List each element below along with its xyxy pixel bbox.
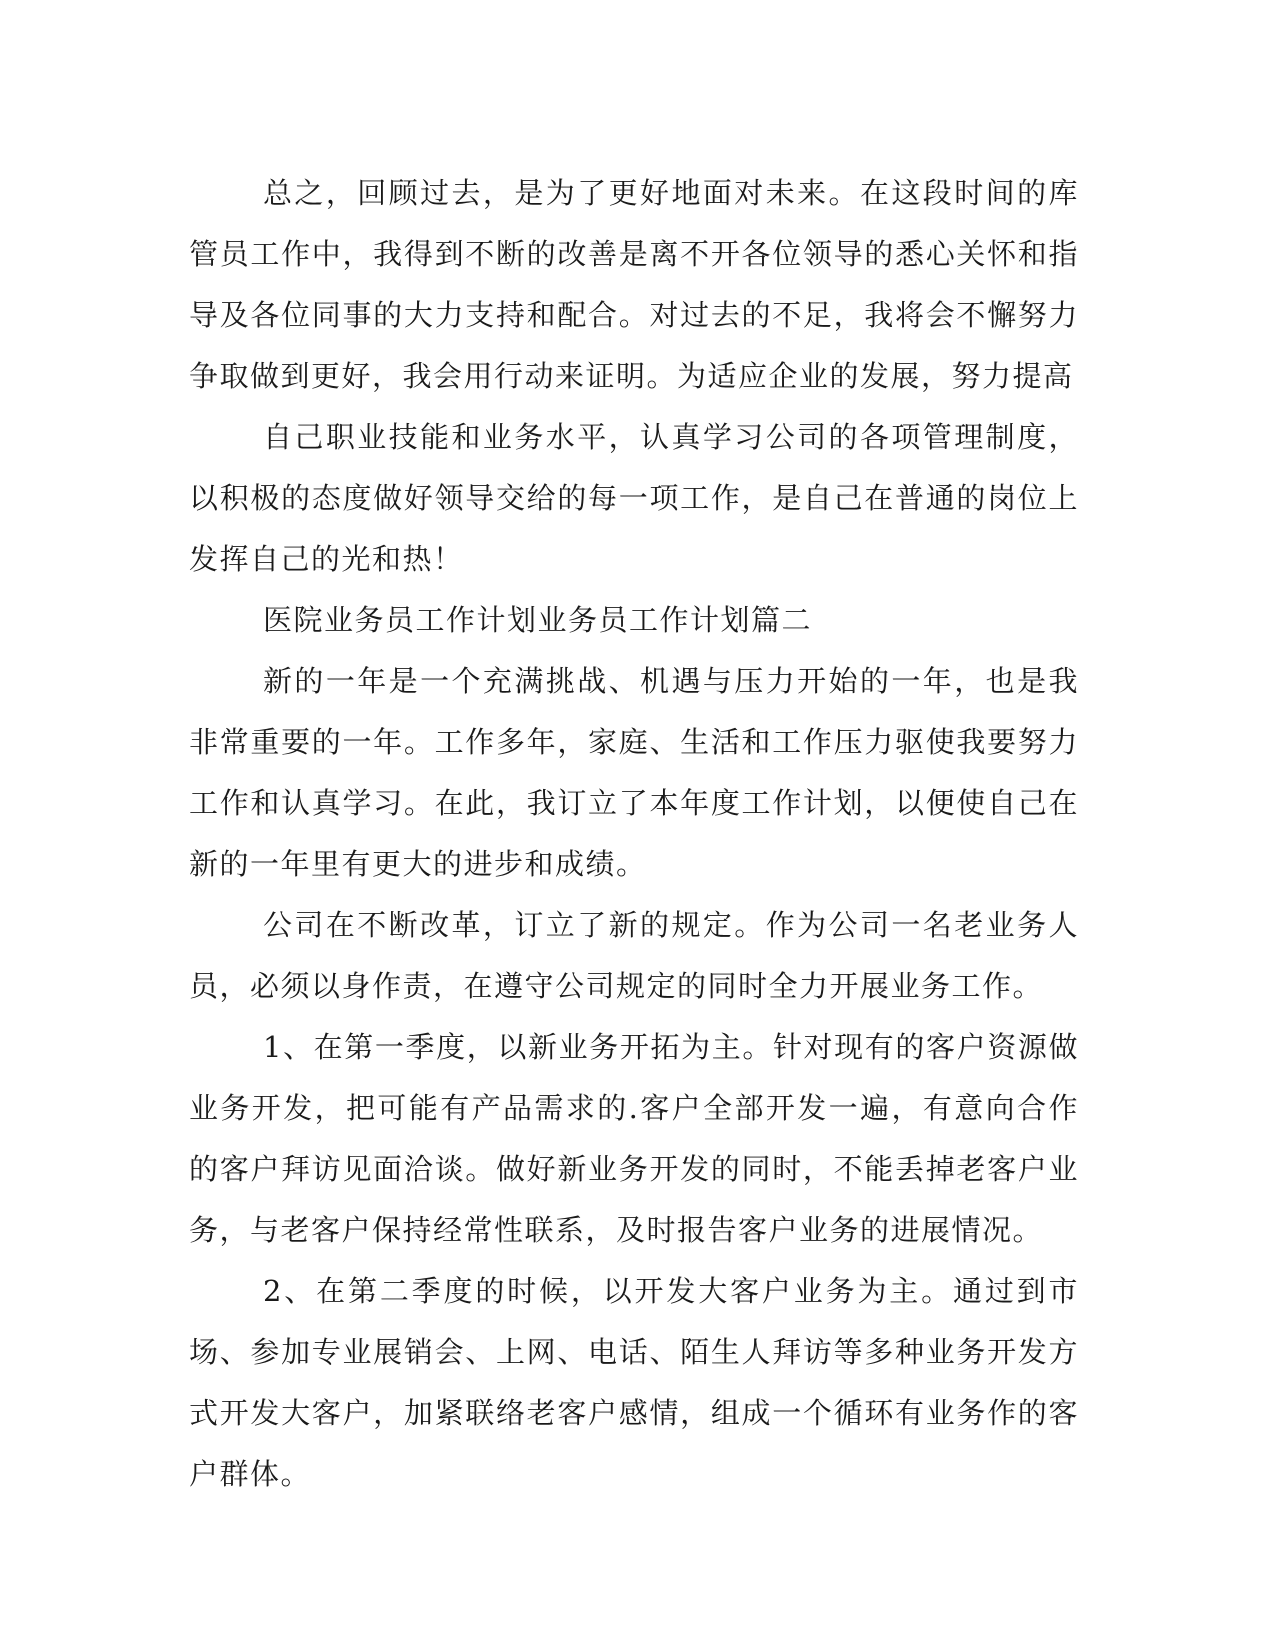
section-heading: 医院业务员工作计划业务员工作计划篇二	[263, 603, 813, 637]
paragraph-company-reform: 公司在不断改革，订立了新的规定。作为公司一名老业务人员，必须以身作责，在遵守公司规定的同时全力开展业务工作。	[189, 908, 1079, 1003]
document-body	[189, 163, 1079, 1505]
paragraph-new-year: 新的一年是一个充满挑战、机遇与压力开始的一年，也是我非常重要的一年。工作多年，家庭、生活和工作压力驱使我要努力工作和认真学习。在此，我订立了本年度工作计划，以便使自己在新的一年里有更大的进步和成绩。	[189, 664, 1079, 881]
paragraph-improve-skills: 自己职业技能和业务水平，认真学习公司的各项管理制度，以积极的态度做好领导交给的每一项工作，是自己在普通的岗位上发挥自己的光和热！	[189, 420, 1079, 576]
paragraph-first-quarter: 1、在第一季度，以新业务开拓为主。针对现有的客户资源做业务开发，把可能有产品需求的.客户全部开发一遍，有意向合作的客户拜访见面洽谈。做好新业务开发的同时，不能丢掉老客户业务，与老客户保持经常性联系，及时报告客户业务的进展情况。	[189, 1030, 1079, 1247]
paragraph-summary: 总之，回顾过去，是为了更好地面对未来。在这段时间的库管员工作中，我得到不断的改善是离不开各位领导的悉心关怀和指导及各位同事的大力支持和配合。对过去的不足，我将会不懈努力争取做到更好，我会用行动来证明。为适应企业的发展，努力提高	[189, 176, 1079, 393]
paragraph-second-quarter: 2、在第二季度的时候，以开发大客户业务为主。通过到市场、参加专业展销会、上网、电话、陌生人拜访等多种业务开发方式开发大客户，加紧联络老客户感情，组成一个循环有业务作的客户群体。	[189, 1274, 1079, 1491]
